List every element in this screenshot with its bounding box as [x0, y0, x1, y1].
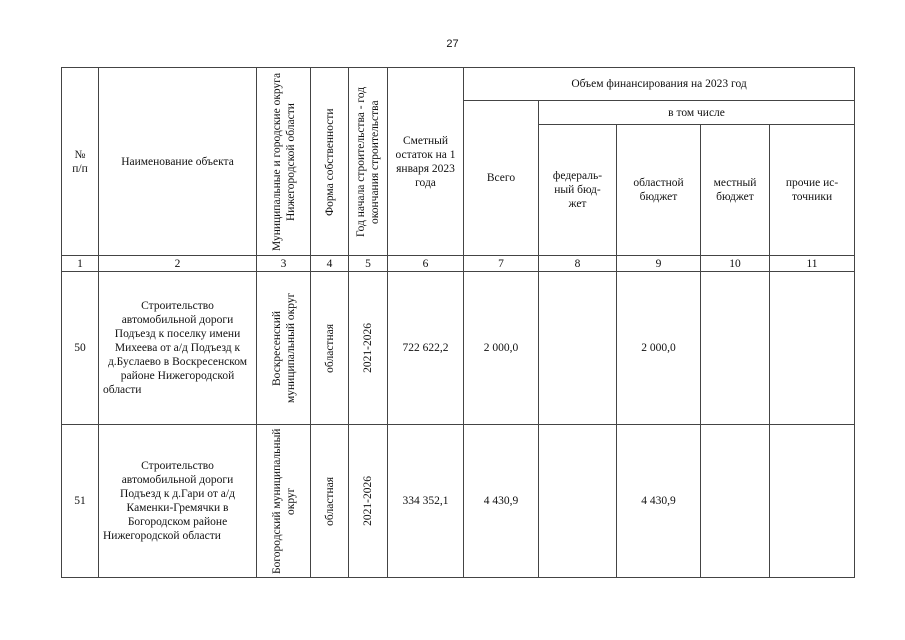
row-name: Строительство автомобильной дороги Подъезд к д.Гари от а/д Каменки-Гремячки в Богородском районе Нижегородской области	[99, 425, 257, 578]
row-balance: 722 622,2	[388, 272, 464, 425]
header-ownership: Форма собственности	[311, 68, 349, 256]
table-row	[62, 425, 855, 578]
page-number: 27	[446, 38, 459, 50]
row-total: 2 000,0	[464, 272, 539, 425]
row-num: 50	[62, 272, 99, 425]
header-regional: областной бюджет	[617, 125, 701, 256]
column-number: 11	[770, 256, 855, 272]
column-number: 10	[701, 256, 770, 272]
column-number-row	[62, 256, 855, 272]
row-years: 2021-2026	[349, 272, 388, 425]
row-other	[770, 272, 855, 425]
header-total: Всего	[464, 101, 539, 256]
header-financing-group: Объем финансирования на 2023 год	[464, 68, 855, 101]
table-row	[62, 272, 855, 425]
row-balance: 334 352,1	[388, 425, 464, 578]
row-municipality: Воскресенский муниципальный округ	[257, 272, 311, 425]
row-municipality: Богородский муниципальный округ	[257, 425, 311, 578]
header-num: № п/п	[62, 68, 99, 256]
row-name: Строительство автомобильной дороги Подъезд к поселку имени Михеева от а/д Подъезд к д.Буслаево в Воскресенском районе Нижегородской области	[99, 272, 257, 425]
row-regional: 2 000,0	[617, 272, 701, 425]
row-total: 4 430,9	[464, 425, 539, 578]
row-local	[701, 272, 770, 425]
row-regional: 4 430,9	[617, 425, 701, 578]
row-ownership: областная	[311, 425, 349, 578]
header-municipality: Муниципальные и городские округа Нижегородской области	[257, 68, 311, 256]
column-number: 9	[617, 256, 701, 272]
column-number: 4	[311, 256, 349, 272]
row-years: 2021-2026	[349, 425, 388, 578]
financing-table	[61, 67, 855, 578]
header-federal: федераль- ный бюд- жет	[539, 125, 617, 256]
header-local: местный бюджет	[701, 125, 770, 256]
column-number: 7	[464, 256, 539, 272]
header-other: прочие ис- точники	[770, 125, 855, 256]
column-number: 8	[539, 256, 617, 272]
row-federal	[539, 425, 617, 578]
column-number: 5	[349, 256, 388, 272]
row-federal	[539, 272, 617, 425]
column-number: 3	[257, 256, 311, 272]
column-number: 1	[62, 256, 99, 272]
column-number: 6	[388, 256, 464, 272]
row-ownership: областная	[311, 272, 349, 425]
header-years: Год начала строительства - год окончания строительства	[349, 68, 388, 256]
header-name: Наименование объекта	[99, 68, 257, 256]
row-local	[701, 425, 770, 578]
header-including-group: в том числе	[539, 101, 855, 125]
header-balance: Сметный остаток на 1 января 2023 года	[388, 68, 464, 256]
row-other	[770, 425, 855, 578]
column-number: 2	[99, 256, 257, 272]
row-num: 51	[62, 425, 99, 578]
